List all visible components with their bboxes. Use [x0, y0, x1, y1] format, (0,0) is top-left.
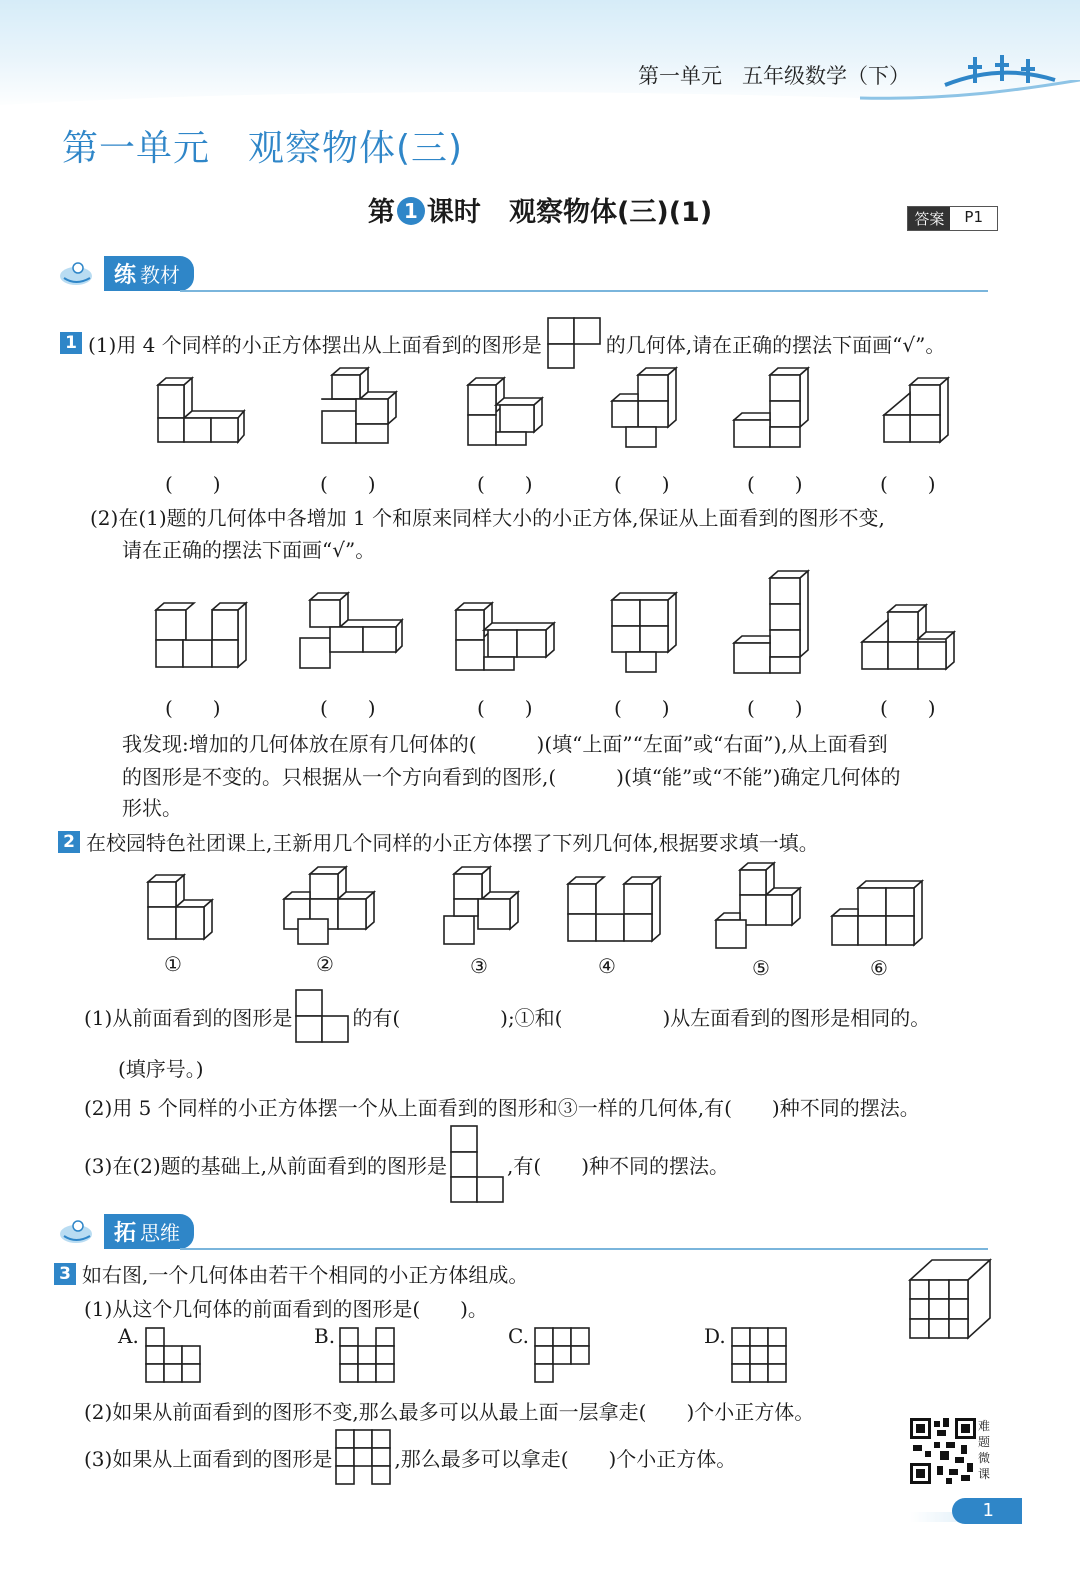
q3-part3 — [84, 1428, 736, 1486]
bridge-icon — [940, 45, 1060, 100]
q1-figure-f — [880, 375, 960, 450]
q1-answer-d[interactable]: ( ) — [614, 472, 670, 496]
q1-answer-2a[interactable]: ( ) — [165, 696, 221, 720]
q1-figure-2f — [858, 602, 958, 677]
q3-option-c-label[interactable]: C. — [508, 1324, 529, 1348]
q1-answer-2c[interactable]: ( ) — [477, 696, 533, 720]
q2-intro: 在校园特色社团课上,王新用几个同样的小正方体摆了下列几何体,根据要求填一填。 — [86, 831, 819, 855]
header-grade: 五年级数学（下） — [742, 64, 910, 88]
q2-p1-before: (1)从前面看到的图形是 — [84, 1005, 293, 1030]
q2-label-1: ① — [164, 952, 182, 976]
q3-option-d-label[interactable]: D. — [704, 1324, 726, 1348]
section1-char: 练 — [114, 262, 137, 288]
front-view-tall-shape — [449, 1124, 505, 1204]
q1-p2-line1: (2)在(1)题的几何体中各增加 1 个和原来同样大小的小正方体,保证从上面看到的图形不变, — [90, 506, 885, 530]
q3-option-c-shape[interactable] — [533, 1326, 591, 1384]
q1-figure-a — [152, 375, 252, 445]
lesson-prefix: 第 — [367, 197, 395, 228]
q1-answer-b[interactable]: ( ) — [320, 472, 376, 496]
section2-char: 拓 — [114, 1220, 137, 1246]
top-view-shape-l — [546, 316, 602, 370]
front-view-shape — [294, 988, 350, 1044]
q2-label-4: ④ — [598, 954, 616, 978]
q3-intro: 如右图,一个几何体由若干个相同的小正方体组成。 — [82, 1263, 529, 1287]
q2-figure-4 — [564, 874, 664, 946]
q2-label-6: ⑥ — [870, 956, 888, 980]
q3-option-b-shape[interactable] — [338, 1326, 396, 1384]
q3-option-a-label[interactable]: A. — [118, 1324, 139, 1348]
boat-icon — [58, 258, 98, 288]
q2-figure-3 — [440, 864, 525, 946]
qr-label: 难题微课 — [978, 1419, 991, 1481]
q2-label-3: ③ — [470, 954, 488, 978]
answer-tag — [907, 206, 998, 231]
q2-figure-2 — [280, 864, 380, 946]
q3-option-d-shape[interactable] — [730, 1326, 788, 1384]
q1-answer-2b[interactable]: ( ) — [320, 696, 376, 720]
section-header-thinking — [58, 1214, 194, 1248]
q1-figure-2d — [608, 590, 688, 675]
q1-figure-2c — [450, 600, 560, 675]
answer-page: P1 — [964, 208, 983, 226]
q1-figure-e — [730, 365, 820, 450]
q1-figure-2e — [730, 568, 820, 678]
q1-p1-after: 的几何体,请在正确的摆法下面画“√”。 — [605, 332, 946, 357]
answer-key: 答案 — [908, 207, 950, 230]
q2-part2: (2)用 5 个同样的小正方体摆一个从上面看到的图形和③一样的几何体,有( )种不同的摆法。 — [84, 1096, 920, 1120]
q1-answer-c[interactable]: ( ) — [477, 472, 533, 496]
q2-p1-note: (填序号。) — [118, 1057, 204, 1081]
header-wave — [0, 80, 1080, 120]
q1-find-line3: 形状。 — [122, 796, 182, 820]
q1-answer-2d[interactable]: ( ) — [614, 696, 670, 720]
q1-figure-2b — [296, 590, 406, 670]
q2-intro-row — [58, 827, 819, 856]
q2-figure-5 — [712, 860, 804, 952]
q3-intro-row — [54, 1259, 528, 1288]
q2-part1 — [84, 988, 930, 1044]
section2-rest: 思维 — [140, 1220, 181, 1245]
q1-figure-b — [318, 365, 408, 450]
q1-figure-d — [608, 365, 688, 450]
q3-option-b-label[interactable]: B. — [314, 1324, 336, 1348]
q3-p3-after: ,那么最多可以拿走( )个小正方体。 — [394, 1446, 737, 1471]
lesson-suffix: 课时 — [426, 197, 481, 228]
q1-figure-c — [462, 375, 552, 450]
q3-option-a-shape[interactable] — [144, 1326, 202, 1384]
q1-answer-2e[interactable]: ( ) — [747, 696, 803, 720]
q1-figure-2a — [152, 600, 252, 672]
q1-p1-before: (1)用 4 个同样的小正方体摆出从上面看到的图形是 — [88, 332, 542, 357]
section-pill-thinking — [104, 1214, 194, 1249]
q3-part1: (1)从这个几何体的前面看到的图形是( )。 — [84, 1297, 488, 1321]
q2-label-5: ⑤ — [752, 956, 770, 980]
q3-number: 3 — [54, 1263, 76, 1285]
q2-part3 — [84, 1124, 729, 1204]
section-header-practice — [58, 256, 194, 290]
q1-answer-f[interactable]: ( ) — [880, 472, 936, 496]
unit-title-topic: 观察物体(三) — [248, 128, 464, 169]
q3-part2: (2)如果从前面看到的图形不变,那么最多可以从最上面一层拿走( )个小正方体。 — [84, 1400, 815, 1424]
section-line — [180, 1248, 988, 1250]
unit-title — [62, 120, 463, 171]
q2-figure-6 — [828, 878, 928, 950]
q1-find-line2: 的图形是不变的。只根据从一个方向看到的图形,( )(填“能”或“不能”)确定几何体的 — [122, 765, 901, 789]
q2-figure-1 — [144, 872, 219, 944]
q2-number: 2 — [58, 831, 80, 853]
q2-p1-after: 的有( );①和( )从左面看到的图形是相同的。 — [352, 1005, 931, 1030]
q1-answer-a[interactable]: ( ) — [165, 472, 221, 496]
q1-number: 1 — [60, 332, 82, 354]
q2-p3-after: ,有( )种不同的摆法。 — [507, 1153, 729, 1178]
q2-p3-before: (3)在(2)题的基础上,从前面看到的图形是 — [84, 1153, 448, 1178]
section-line — [180, 290, 988, 292]
q3-p3-before: (3)如果从上面看到的图形是 — [84, 1446, 333, 1471]
unit-title-unit: 第一单元 — [62, 128, 211, 169]
lesson-topic: 观察物体(三)(1) — [509, 197, 713, 228]
lesson-number-badge: 1 — [397, 197, 425, 225]
page-number: 1 — [952, 1498, 1022, 1524]
top-view-shape-grid — [334, 1428, 392, 1486]
q1-find-line1: 我发现:增加的几何体放在原有几何体的( )(填“上面”“左面”或“右面”),从上面看到 — [122, 732, 888, 756]
section-pill-practice — [104, 256, 194, 291]
boat-icon — [58, 1216, 98, 1246]
q3-main-figure — [906, 1258, 996, 1344]
header-unit: 第一单元 — [637, 64, 722, 88]
q1-part1 — [60, 316, 945, 370]
q1-answer-e[interactable]: ( ) — [747, 472, 803, 496]
q1-answer-2f[interactable]: ( ) — [880, 696, 936, 720]
qr-code-icon[interactable] — [910, 1418, 976, 1484]
q2-label-2: ② — [316, 952, 334, 976]
q1-p2-line2: 请在正确的摆法下面画“√”。 — [122, 538, 376, 562]
section1-rest: 教材 — [140, 262, 181, 287]
header-text — [638, 60, 910, 90]
